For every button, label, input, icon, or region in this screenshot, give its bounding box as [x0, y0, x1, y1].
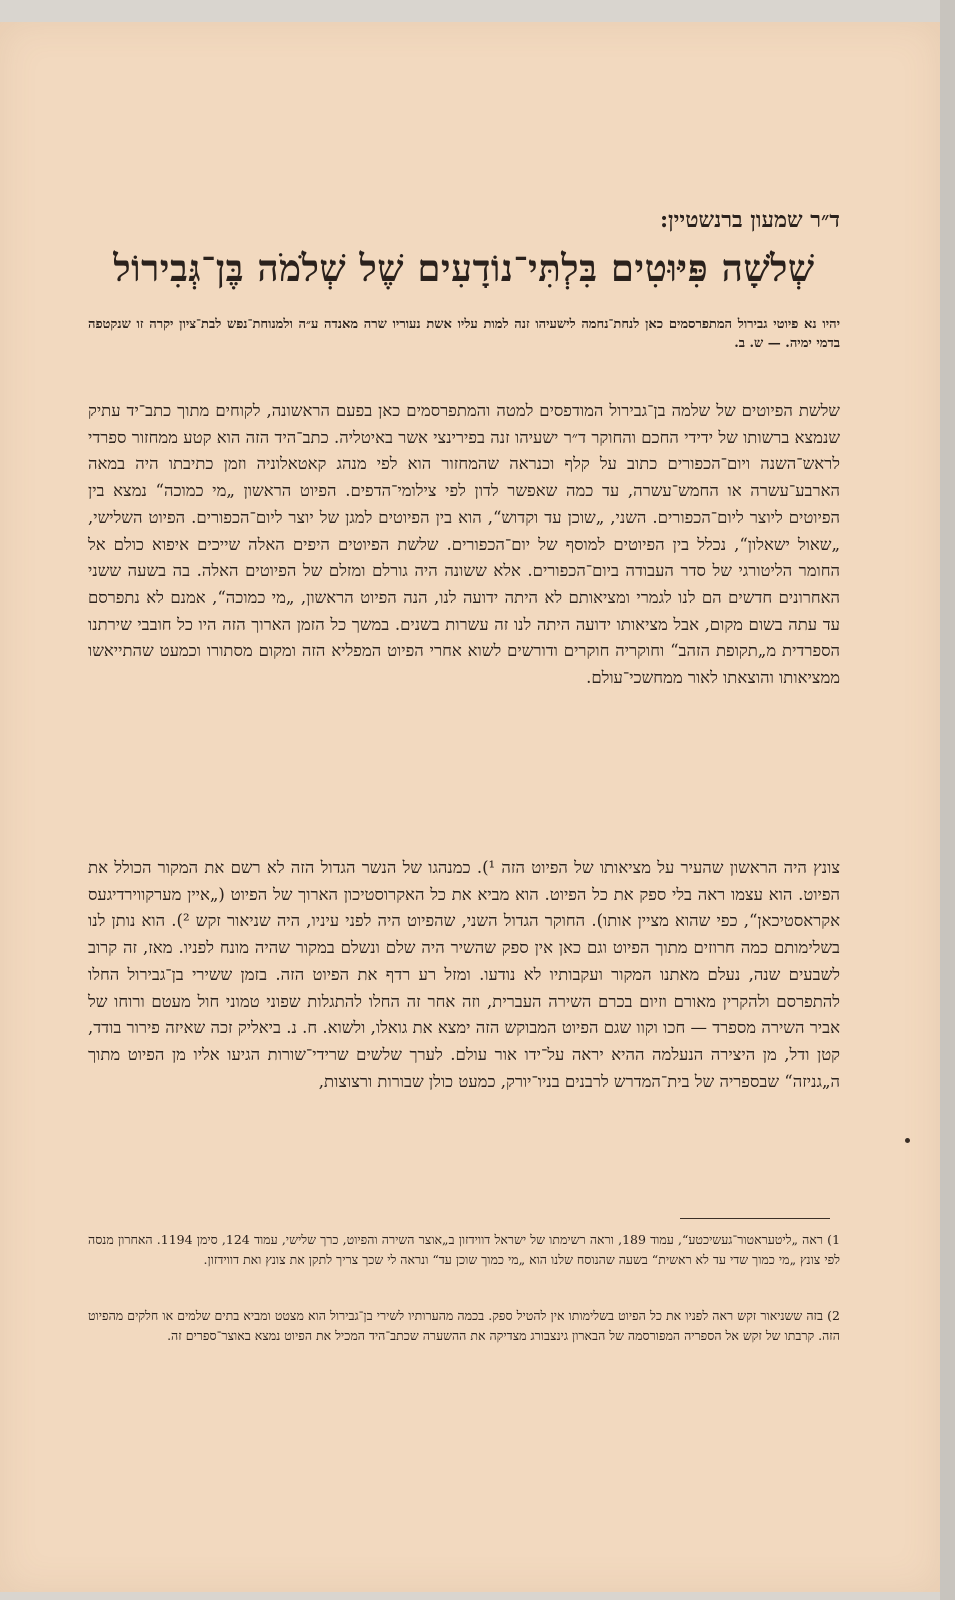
background-edge — [940, 0, 955, 1600]
footnote-1 — [88, 1230, 840, 1270]
paragraph-text: צונץ היה הראשון שהעיר על מציאותו של הפיוט הזה ¹). כמנהגו של הנשר הגדול הזה לא רשם את המקור הכולל את הפיוט. הוא עצמו ראה בלי ספק את כל הפיוט. הוא מביא את כל האקרוסטיכון הארוך של הפיוט („איין מערקווירדיגעס אקראסטיכאן“, כפי שהוא מציין אותו). החוקר הגדול השני, שהפיוט היה לפני עיניו, היה שניאור זקש ²). הוא נותן לנו בשלימותם כמה חרוזים מתוך הפיוט וגם כאן אין ספק שהשיר היה שלם ונשלם במקור שהיה מונח לפניו. מאז, זה קרוב לשבעים שנה, נעלם מאתנו המקור ועקבותיו לא נודעו. ומזל רע רדף את הפיוט הזה. בזמן ששירי בן־גבירול החלו להתפרסם ולהקרין מאורם וזיום בכרם השירה העברית, וזה אחר זה החלו להתגלות שפוני טמוני חול מעטם ורוחו של אביר השירה מספרד — חכו וקוו שגם הפיוט המבוקש הזה ימצא את גואלו, ולשוא. ח. נ. ביאליק זכה שאיזה פירור בודד, קטן ודל, מן היצירה הנעלמה ההיא יראה על־ידו אור עולם. לערך שלשים שרידי־שורות הגיעו אליו מן הפיוט מתוך ה„גניזה“ שבספריה של בית־המדרש לרבנים בניו־יורק, כמעט כולן שבורות ורצוצות, — [88, 858, 840, 1091]
author-line: ד״ר שמעון ברנשטיין: — [659, 207, 840, 233]
body-paragraph-1 — [88, 398, 840, 692]
footnote-2 — [88, 1306, 840, 1346]
ink-dot — [905, 1138, 910, 1143]
paragraph-text: שלשת הפיוטים של שלמה בן־גבירול המודפסים למטה והמתפרסמים כאן בפעם הראשונה, לקוחים מתוך כתב־יד עתיק שנמצא ברשותו של ידידי החכם והחוקר ד״ר ישעיהו זנה בפירינצי אשר באיטליה. כתב־היד הזה הוא קטע ממחזור ספרדי לראש־השנה ויום־הכפורים כתוב על קלף וכנראה שהמחזור הוא לפי מנהג קאטאלוניה וזמן כתיבתו היה במאה הארבע־עשרה או החמש־עשרה, עד כמה שאפשר לדון לפי צילומי־הדפים. הפיוט הראשון „מי כמוכה“ נמצא בין הפיוטים ליוצר ליום־הכפורים. השני, „שוכן עד וקדוש“, הוא בין הפיוטים למגן של יוצר ליום־הכפורים. הפיוט השלישי, „שאול ישאלון“, נכלל בין הפיוטים למוסף של יום־הכפורים. שלשת הפיוטים היפים האלה שייכים איפוא כולם אל החומר הליטורגי של סדר העבודה ביום־הכפורים. אלא ששונה היה גורלם ומזלם של הפיוטים האלה. בה בשעה ששני האחרונים חדשים הם לנו לגמרי ומציאותם לא היתה ידועה לנו, הנה הפיוט הראשון, „מי כמוכה“, אמנם לא נתפרסם עד עתה בשום מקום, אבל מציאותו ידועה היתה לנו זה עשרות בשנים. במשך כל הזמן הארוך הזה היו כל חובבי שירתנו הספרדית מ„תקופת הזהב“ וחוקריה חוקרים ודורשים לשוא אחרי הפיוט המפליא הזה ומקום מסתורו וכמעט שהתייאשו ממציאותו והוצאתו לאור ממחשכי־עולם. — [88, 401, 840, 688]
footnote-text: 2) בזה ששניאור זקש ראה לפניו את כל הפיוט בשלימותו אין להטיל ספק. בכמה מהערותיו לשירי בן־גבירול הוא מצטט ומביא בתים שלמים או חלקים מהפיוט הזה. קרבתו של זקש אל הספריה המפורסמה של הבארון גינצבורג מצדיקה את ההשערה שכתב־היד המכיל את הפיוט נמצא באוצר־ספרים זה. — [88, 1308, 840, 1343]
body-paragraph-2 — [88, 855, 840, 1095]
article-title: שְׁלֹשָׁה פִּיּוּטִים בִּלְתִּי־נוֹדָעִים שֶׁל שְׁלֹמֹה בֶּן־גְּבִירוֹל — [113, 246, 815, 290]
dedication-text: יהיו נא פיוטי גבירול המתפרסמים כאן לנחת־נחמה לישעיהו זנה למות עליו אשת נעוריו שרה מאנדה ע״ה ולמנוחת־נפש לבת־ציון יקרה זו שנקטפה בדמי ימיה. — ש. ב. — [88, 317, 840, 351]
footnote-text: 1) ראה „ליטעראטור־געשיכטע“, עמוד 189, וראה רשימתו של ישראל דווידזון ב„אוצר השירה והפיוט, כרך שלישי, עמוד 124, סימן 1194. האחרון מנסה לפי צונץ „מי כמוך שדי עד לא ראשית“ בשעה שהנוסח שלנו הוא „מי כמוך שוכן עד“ ונראה לי שכך צריך לתקן את צונץ ואת דווידזון. — [88, 1232, 841, 1267]
footnote-separator — [680, 1218, 830, 1219]
